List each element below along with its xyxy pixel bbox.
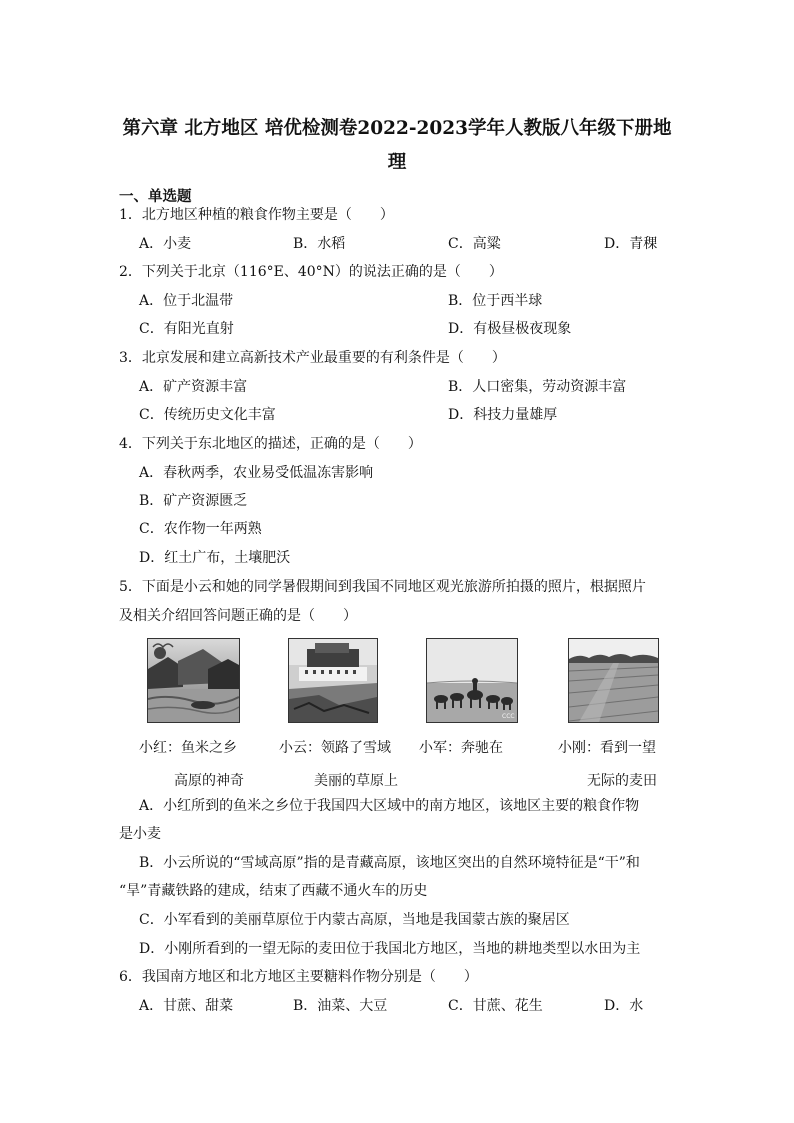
question-1-option-b: B．水稻 [293, 236, 346, 252]
question-5-stem-continued: 及相关介绍回答问题正确的是（ ） [119, 608, 357, 624]
question-6-option-d: D．水 [604, 998, 644, 1014]
photo-potala-palace [288, 638, 378, 723]
caption-xiaogang-continued: 无际的麦田 [587, 773, 657, 789]
caption-xiaoyun: 小云：领路了雪域 [279, 740, 391, 756]
question-5-option-a-continued: 是小麦 [119, 826, 161, 842]
question-1-option-a: A．小麦 [139, 236, 192, 252]
question-4-option-d: D．红土广布，土壤肥沃 [139, 550, 291, 566]
question-3-option-a: A．矿产资源丰富 [139, 379, 248, 395]
question-2-option-c: C．有阳光直射 [139, 321, 234, 337]
question-4-option-a: A．春秋两季，农业易受低温冻害影响 [139, 465, 374, 481]
question-2-option-a: A．位于北温带 [139, 293, 234, 309]
question-3-option-b: B．人口密集，劳动资源丰富 [448, 379, 627, 395]
photo-watermark: CCC [502, 713, 515, 720]
question-2-option-b: B．位于西半球 [448, 293, 543, 309]
question-5-option-b: B．小云所说的“雪域高原”指的是青藏高原，该地区突出的自然环境特征是“干”和 [139, 855, 640, 871]
question-1-stem: 1．北方地区种植的粮食作物主要是（ ） [119, 207, 394, 223]
question-6-option-a: A．甘蔗、甜菜 [139, 998, 234, 1014]
question-2-stem: 2．下列关于北京（116°E、40°N）的说法正确的是（ ） [119, 264, 503, 280]
question-4-stem: 4．下列关于东北地区的描述，正确的是（ ） [119, 436, 422, 452]
question-6-stem: 6．我国南方地区和北方地区主要糖料作物分别是（ ） [119, 969, 478, 985]
caption-xiaojun: 小军：奔驰在 [419, 740, 503, 756]
page-title-continued: 理 [387, 152, 407, 173]
page-title: 第六章 北方地区 培优检测卷2022-2023学年人教版八年级下册地 [122, 118, 672, 139]
question-5-option-b-continued: “旱”青藏铁路的建成，结束了西藏不通火车的历史 [119, 883, 428, 899]
section-heading: 一、单选题 [119, 188, 192, 205]
question-2-option-d: D．有极昼极夜现象 [448, 321, 572, 337]
caption-xiaogang: 小刚：看到一望 [558, 740, 656, 756]
photo-grassland-horses [426, 638, 518, 723]
question-3-stem: 3．北京发展和建立高新技术产业最重要的有利条件是（ ） [119, 350, 506, 366]
caption-xiaohong: 小红：鱼米之乡 [139, 740, 237, 756]
question-3-option-d: D．科技力量雄厚 [448, 407, 558, 423]
question-4-option-c: C．农作物一年两熟 [139, 521, 262, 537]
question-6-option-b: B．油菜、大豆 [293, 998, 388, 1014]
question-5-option-d: D．小刚所看到的一望无际的麦田位于我国北方地区，当地的耕地类型以水田为主 [139, 941, 641, 957]
question-4-option-b: B．矿产资源匮乏 [139, 493, 248, 509]
photo-wheat-field [568, 638, 659, 723]
question-1-option-c: C．高粱 [448, 236, 501, 252]
caption-xiaojun-continued: 美丽的草原上 [314, 773, 398, 789]
question-5-option-c: C．小军看到的美丽草原位于内蒙古高原，当地是我国蒙古族的聚居区 [139, 912, 570, 928]
question-5-stem: 5．下面是小云和她的同学暑假期间到我国不同地区观光旅游所拍摄的照片，根据照片 [119, 579, 646, 595]
question-5-option-a: A．小红所到的鱼米之乡位于我国四大区域中的南方地区，该地区主要的粮食作物 [139, 798, 640, 814]
question-1-option-d: D．青稞 [604, 236, 658, 252]
question-6-option-c: C．甘蔗、花生 [448, 998, 543, 1014]
photo-water-town [147, 638, 240, 723]
question-3-option-c: C．传统历史文化丰富 [139, 407, 276, 423]
caption-xiaoyun-continued: 高原的神奇 [174, 773, 244, 789]
